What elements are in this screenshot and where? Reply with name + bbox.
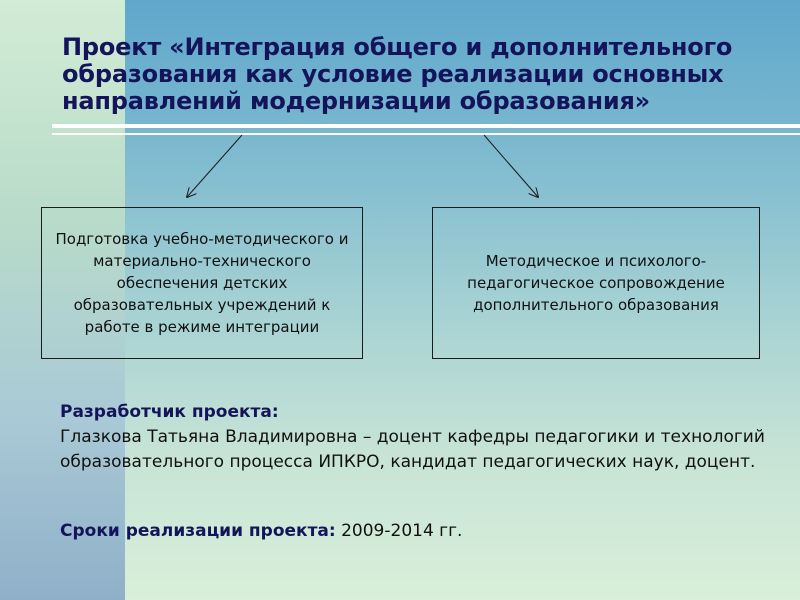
box-methodical-support [432,207,760,359]
terms-label: Сроки реализации проекта: [60,521,336,541]
terms-value: 2009-2014 гг. [341,521,463,541]
box-material-support [41,207,363,359]
arrow-to-left-box [187,135,242,197]
developer-label: Разработчик проекта: [60,402,279,422]
slide-title: Проект «Интеграция общего и дополнительного образования как условие реализации основных направлений модернизации образования» [62,33,733,115]
developer-text: Глазкова Татьяна Владимировна – доцент кафедры педагогики и технологий образовательного процесса ИПКРО, кандидат педагогических наук, доцент. [60,427,765,472]
arrow-to-right-box [484,135,538,197]
developer-section [60,400,780,475]
terms-section [60,519,780,544]
box-methodical-support-text: Методическое и психолого-педагогическое сопровождение дополнительного образования [467,252,725,314]
box-material-support-text: Подготовка учебно-методического и материально-технического обеспечения детских образовательных учреждений к работе в режиме интеграции [55,230,349,336]
